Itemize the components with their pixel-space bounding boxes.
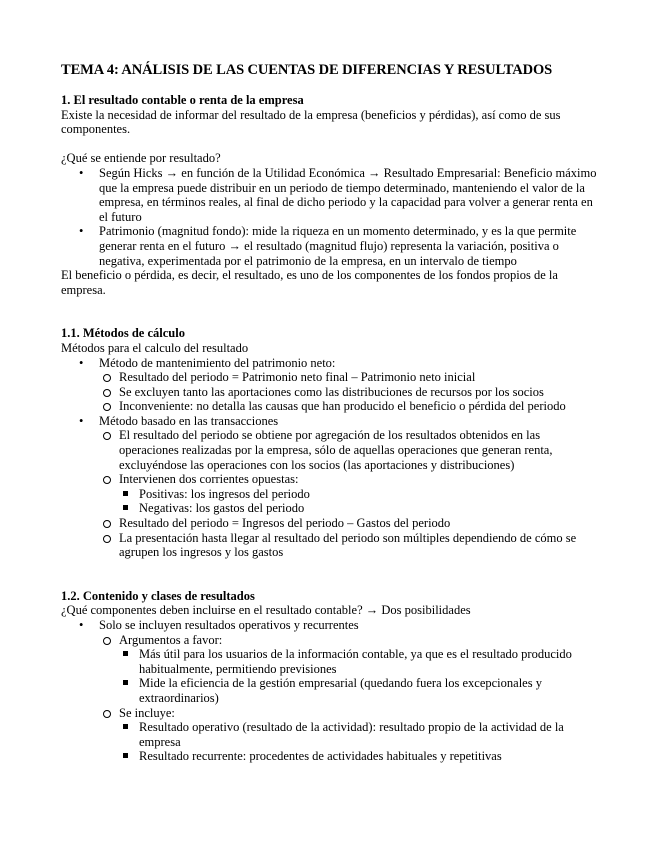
section-1-1-heading: 1.1. Métodos de cálculo <box>61 326 185 341</box>
section-1-closing: El beneficio o pérdida, es decir, el resultado, es uno de los componentes de los fondos propios de la empresa. <box>61 268 558 297</box>
list-item <box>99 633 601 706</box>
list-item: Resultado del periodo = Ingresos del periodo – Gastos del periodo <box>99 516 601 531</box>
method-1-label: Método de mantenimiento del patrimonio neto: <box>99 355 336 370</box>
methods-list <box>61 356 601 560</box>
document-title: TEMA 4: ANÁLISIS DE LAS CUENTAS DE DIFERENCIAS Y RESULTADOS <box>61 62 553 78</box>
list-item-text: Solo se incluyen resultados operativos y recurrentes <box>99 618 359 632</box>
list-item <box>99 706 601 764</box>
list-item: Resultado operativo (resultado de la actividad): resultado propio de la actividad de la empresa <box>119 720 601 749</box>
list-item: La presentación hasta llegar al resultado del periodo son múltiples dependiendo de cómo se agrupen los ingresos y los gastos <box>99 531 601 560</box>
list-item: Inconveniente: no detalla las causas que han producido el beneficio o pérdida del periodo <box>99 399 601 414</box>
list-item <box>61 618 601 764</box>
section-1-intro: Existe la necesidad de informar del resultado de la empresa (beneficios y pérdidas), así como de sus componentes. <box>61 107 561 137</box>
list-item: Positivas: los ingresos del periodo <box>119 487 601 502</box>
method-2-label: Método basado en las transacciones <box>99 413 279 428</box>
section-1-bullets <box>61 166 601 268</box>
list-item-text: Argumentos a favor: <box>119 632 223 647</box>
section-1-2-question: ¿Qué componentes deben incluirse en el resultado contable? → Dos posibilidades <box>61 603 471 618</box>
list-item <box>61 414 601 560</box>
list-item: Se excluyen tanto las aportaciones como las distribuciones de recursos por los socios <box>99 385 601 400</box>
section-1-2-heading: 1.2. Contenido y clases de resultados <box>61 588 255 603</box>
list-item <box>99 472 601 516</box>
section-1-question: ¿Qué se entiende por resultado? <box>61 151 221 166</box>
results-list <box>61 618 601 764</box>
document-page <box>61 62 601 764</box>
list-item <box>61 356 601 414</box>
section-1-heading: 1. El resultado contable o renta de la empresa <box>61 93 304 107</box>
list-item-text: Se incluye: <box>119 705 175 720</box>
list-item-text: Intervienen dos corrientes opuestas: <box>119 472 299 487</box>
list-item: Más útil para los usuarios de la información contable, ya que es el resultado producido habitualmente, permitiendo previsiones <box>119 647 601 676</box>
list-item: El resultado del periodo se obtiene por agregación de los resultados obtenidos en las operaciones realizadas por la empresa, sólo de aquellas operaciones que generan renta, excluyéndose las operaciones con los socios (las aportaciones y distribuciones) <box>99 428 601 472</box>
list-item: Resultado del periodo = Patrimonio neto final – Patrimonio neto inicial <box>99 370 601 385</box>
list-item: Mide la eficiencia de la gestión empresarial (quedando fuera los excepcionales y extraordinarios) <box>119 676 601 705</box>
list-item: Negativas: los gastos del periodo <box>119 501 601 516</box>
list-item: • Según Hicks → en función de la Utilidad Económica → Resultado Empresarial: Beneficio máximo que la empresa puede distribuir en un periodo de tiempo determinado, manteniendo el valor de la empresa, en términos reales, al final de dicho periodo y la capacidad para volver a generar renta en el futuro <box>61 166 601 224</box>
list-item: • Patrimonio (magnitud fondo): mide la riqueza en un momento determinado, y es la que permite generar renta en el futuro → el resultado (magnitud flujo) representa la variación, positiva o negativa, experimentada por el patrimonio de la empresa, en un intervalo de tiempo <box>61 224 601 268</box>
list-item: Resultado recurrente: procedentes de actividades habituales y repetitivas <box>119 749 601 764</box>
section-1-1-intro: Métodos para el calculo del resultado <box>61 340 249 355</box>
